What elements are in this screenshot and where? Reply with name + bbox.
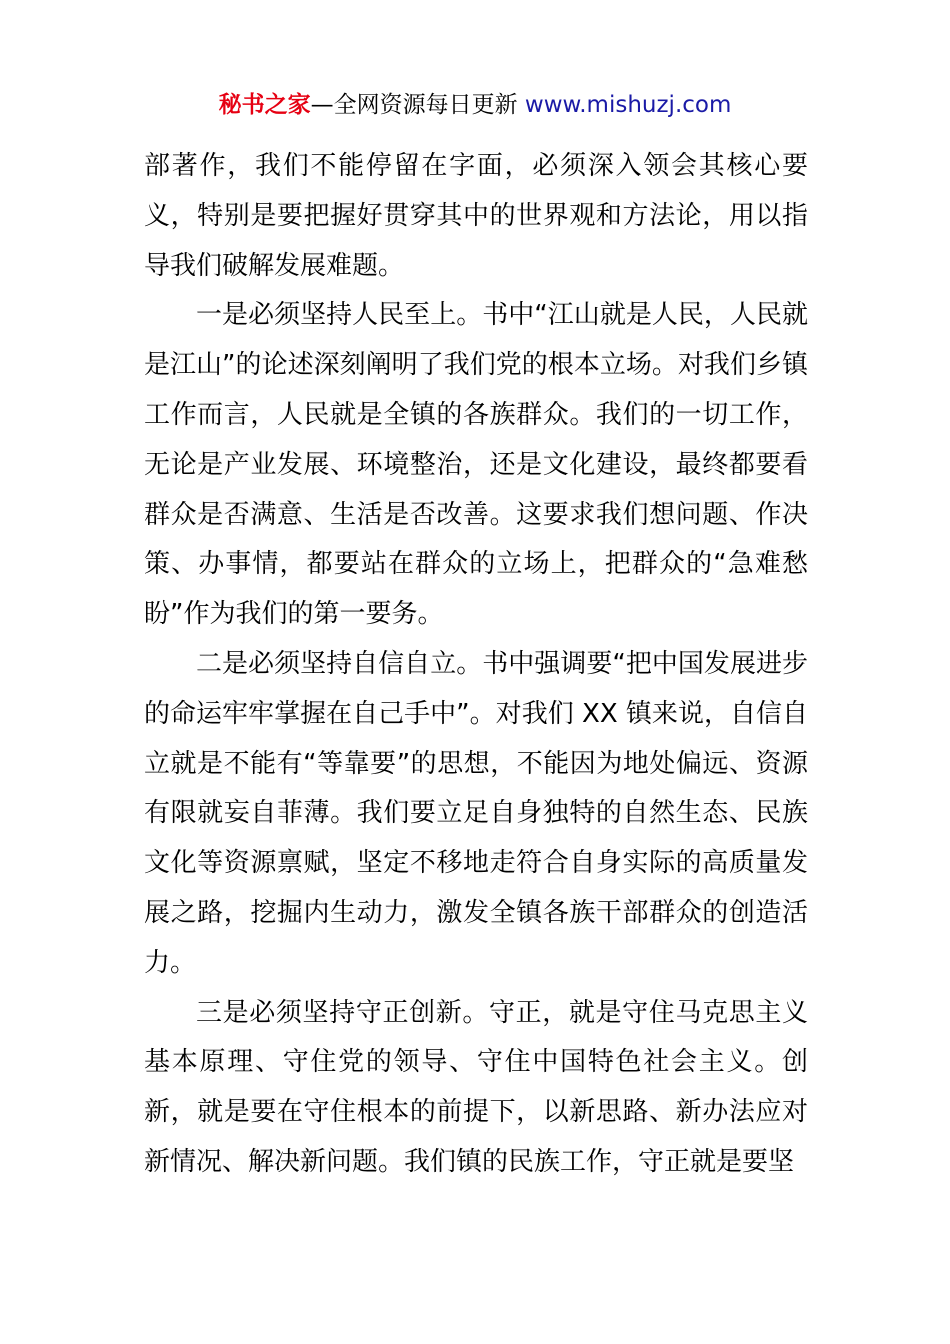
brand-name: 秘书之家 [218, 92, 311, 118]
paragraph-people-first: 一是必须坚持人民至上。书中“江山就是人民，人民就是江山”的论述深刻阐明了我们党的根本立场。对我们乡镇工作而言，人民就是全镇的各族群众。我们的一切工作，无论是产业发展、环境整治，还是文化建设，最终都要看群众是否满意、生活是否改善。这要求我们想问题、作决策、办事情，都要站在群众的立场上，把群众的“急难愁盼”作为我们的第一要务。 [144, 300, 808, 630]
document-body [144, 142, 808, 1188]
paragraph-innovation: 三是必须坚持守正创新。守正，就是守住马克思主义基本原理、守住党的领导、守住中国特色社会主义。创新，就是要在守住根本的前提下，以新思路、新办法应对新情况、解决新问题。我们镇的民族工作，守正就是要坚 [144, 997, 808, 1177]
paragraph-self-reliance: 二是必须坚持自信自立。书中强调要“把中国发展进步的命运牢牢掌握在自己手中”。对我们 XX 镇来说，自信自立就是不能有“等靠要”的思想，不能因为地处偏远、资源有限就妄自菲薄。我们要立足自身独特的自然生态、民族文化等资源禀赋，坚定不移地走符合自身实际的高质量发展之路，挖掘内生动力，激发全镇各族干部群众的创造活力。 [144, 648, 808, 978]
paragraph-continuation: 部著作，我们不能停留在字面，必须深入领会其核心要义，特别是要把握好贯穿其中的世界观和方法论，用以指导我们破解发展难题。 [144, 151, 808, 281]
site-url[interactable]: www.mishuzj.com [524, 92, 732, 118]
page-header [0, 88, 950, 122]
header-tagline: —全网资源每日更新 [310, 92, 525, 118]
